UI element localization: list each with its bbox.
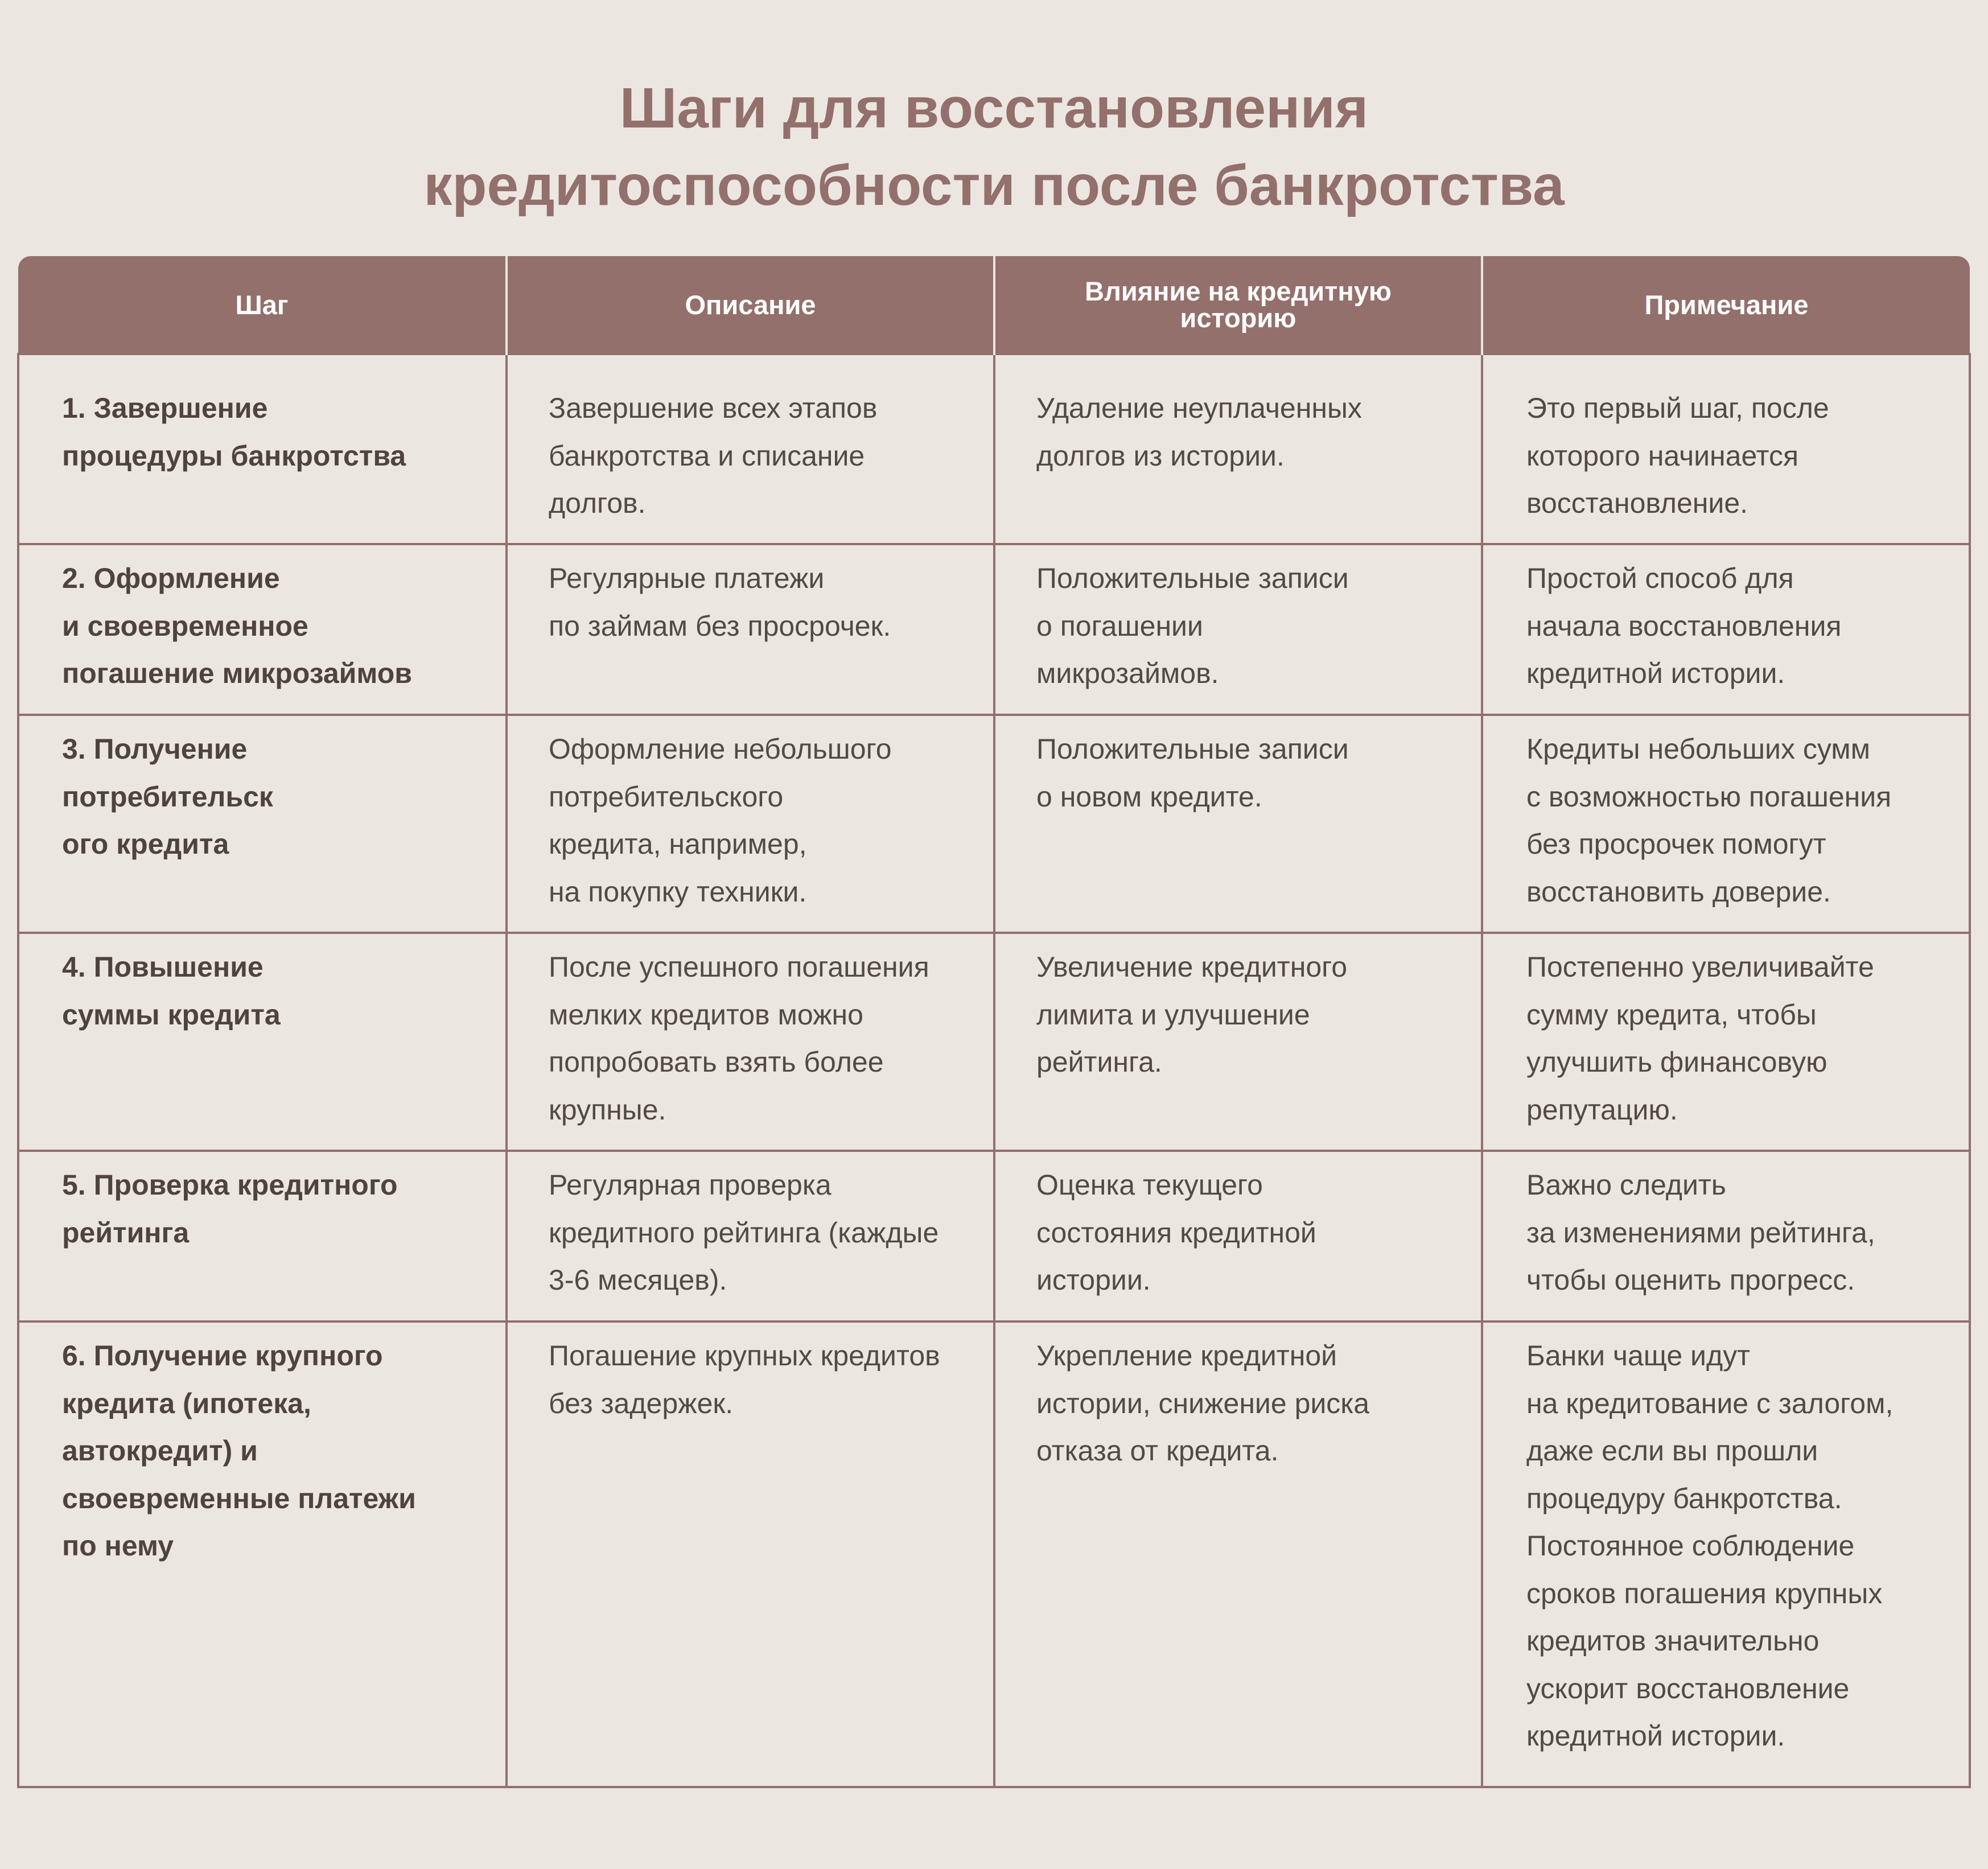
cell-step-line: процедуры банкротства [62, 439, 406, 472]
table-header [18, 256, 1970, 354]
cell-description-line: мелких кредитов можно [549, 998, 863, 1031]
cell-step-line: 1. Завершение [62, 392, 268, 424]
cell-description-line: без задержек. [549, 1387, 734, 1419]
table-body [18, 354, 1970, 1787]
cell-note-line: Кредиты небольших сумм [1526, 733, 1871, 765]
cell-description-line: Регулярная проверка [549, 1169, 832, 1201]
cell-impact [994, 1322, 1482, 1787]
cell-step [18, 354, 507, 544]
cell-step [18, 1322, 507, 1787]
cell-step [18, 933, 507, 1151]
cell-note-line: сроков погашения крупных [1526, 1577, 1883, 1609]
steps-table [17, 256, 1971, 1788]
cell-impact-line: Положительные записи [1036, 562, 1349, 594]
cell-step-line: 4. Повышение [62, 951, 264, 983]
cell-note-line: Банки чаще идут [1526, 1340, 1751, 1372]
cell-note-line: улучшить финансовую [1526, 1046, 1828, 1078]
cell-note-line: Важно следить [1526, 1169, 1726, 1201]
cell-note-line: кредитов значительно [1526, 1625, 1820, 1657]
cell-impact-line: долгов из истории. [1036, 439, 1285, 472]
header-description: Описание [507, 256, 994, 354]
cell-note-line: без просрочек помогут [1526, 828, 1826, 860]
table-row [18, 933, 1970, 1151]
cell-note [1482, 1151, 1970, 1322]
cell-step-line: 6. Получение крупного [62, 1340, 383, 1372]
cell-note-line: чтобы оценить прогресс. [1526, 1264, 1855, 1296]
cell-description [507, 715, 994, 933]
steps-table-container [17, 256, 1969, 1788]
cell-impact-line: микрозаймов. [1036, 657, 1219, 689]
cell-note-line: восстановить доверие. [1526, 875, 1831, 908]
cell-impact [994, 715, 1482, 933]
cell-step-line: ого кредита [62, 828, 229, 860]
cell-step-line: кредита (ипотека, [62, 1387, 311, 1419]
cell-impact-line: о погашении [1036, 610, 1203, 642]
cell-description-line: на покупку техники. [549, 875, 807, 908]
cell-note-line: Постепенно увеличивайте [1526, 951, 1874, 983]
cell-note [1482, 933, 1970, 1151]
cell-note-line: которого начинается [1526, 439, 1799, 472]
cell-description-line: попробовать взять более [549, 1046, 884, 1078]
cell-note-line: с возможностью погашения [1526, 780, 1892, 813]
cell-step-line: потребительск [62, 780, 273, 813]
cell-step-line: автокредит) и [62, 1435, 258, 1467]
cell-note [1482, 354, 1970, 544]
header-step: Шаг [18, 256, 507, 354]
cell-note-line: Это первый шаг, после [1526, 392, 1829, 424]
cell-impact-line: лимита и улучшение [1036, 998, 1310, 1031]
cell-note [1482, 1322, 1970, 1787]
cell-note-line: начала восстановления [1526, 610, 1842, 642]
table-row [18, 1322, 1970, 1787]
cell-description-line: После успешного погашения [549, 951, 929, 983]
cell-note-line: за изменениями рейтинга, [1526, 1216, 1875, 1249]
cell-impact [994, 933, 1482, 1151]
cell-step-line: и своевременное [62, 610, 308, 642]
page-title [0, 69, 1988, 224]
cell-impact-line: Укрепление кредитной [1036, 1340, 1337, 1372]
header-note: Примечание [1482, 256, 1970, 354]
cell-impact-line: Положительные записи [1036, 733, 1349, 765]
cell-note-line: кредитной истории. [1526, 1720, 1785, 1752]
cell-impact-line: о новом кредите. [1036, 780, 1262, 813]
cell-step-line: 3. Получение [62, 733, 248, 765]
table-row [18, 354, 1970, 544]
cell-step [18, 715, 507, 933]
cell-description-line: банкротства и списание [549, 439, 865, 472]
cell-step [18, 1151, 507, 1322]
cell-description [507, 1322, 994, 1787]
cell-note-line: сумму кредита, чтобы [1526, 998, 1817, 1031]
cell-note-line: репутацию. [1526, 1093, 1678, 1126]
cell-impact [994, 544, 1482, 715]
table-row [18, 715, 1970, 933]
cell-description [507, 354, 994, 544]
cell-note-line: ускорит восстановление [1526, 1672, 1850, 1705]
page-title-line-2: кредитоспособности после банкротства [423, 154, 1565, 217]
cell-note-line: даже если вы прошли [1526, 1435, 1818, 1467]
cell-impact-line: истории. [1036, 1264, 1151, 1296]
cell-description [507, 544, 994, 715]
header-impact [994, 256, 1482, 354]
cell-step-line: рейтинга [62, 1216, 190, 1249]
cell-description-line: 3-6 месяцев). [549, 1264, 727, 1296]
cell-description [507, 1151, 994, 1322]
table-row [18, 1151, 1970, 1322]
cell-step-line: погашение микрозаймов [62, 657, 413, 689]
cell-impact-line: Увеличение кредитного [1036, 951, 1348, 983]
cell-step-line: 5. Проверка кредитного [62, 1169, 398, 1201]
cell-impact [994, 1151, 1482, 1322]
cell-description-line: долгов. [549, 487, 646, 519]
cell-step-line: по нему [62, 1530, 174, 1562]
cell-impact [994, 354, 1482, 544]
table-header-row [18, 256, 1970, 354]
cell-impact-line: состояния кредитной [1036, 1216, 1316, 1249]
cell-description-line: потребительского [549, 780, 784, 813]
cell-description-line: Погашение крупных кредитов [549, 1340, 940, 1372]
cell-impact-line: отказа от кредита. [1036, 1435, 1279, 1467]
cell-impact-line: Удаление неуплаченных [1036, 392, 1362, 424]
cell-description-line: кредитного рейтинга (каждые [549, 1216, 939, 1249]
cell-description-line: крупные. [549, 1093, 666, 1126]
cell-step-line: своевременные платежи [62, 1482, 416, 1514]
table-row [18, 544, 1970, 715]
cell-description [507, 933, 994, 1151]
cell-impact-line: рейтинга. [1036, 1046, 1162, 1078]
cell-note [1482, 715, 1970, 933]
cell-note-line: восстановление. [1526, 487, 1748, 519]
cell-description-line: Оформление небольшого [549, 733, 892, 765]
cell-note-line: кредитной истории. [1526, 657, 1785, 689]
header-impact-line-2: историю [1180, 303, 1296, 333]
cell-impact-line: Оценка текущего [1036, 1169, 1263, 1201]
cell-description-line: Завершение всех этапов [549, 392, 878, 424]
page-title-line-1: Шаги для восстановления [619, 76, 1369, 140]
cell-step [18, 544, 507, 715]
cell-note-line: процедуру банкротства. [1526, 1482, 1842, 1514]
cell-note-line: на кредитование с залогом, [1526, 1387, 1894, 1419]
cell-impact-line: истории, снижение риска [1036, 1387, 1370, 1419]
cell-note-line: Простой способ для [1526, 562, 1794, 594]
cell-step-line: 2. Оформление [62, 562, 280, 594]
cell-description-line: кредита, например, [549, 828, 807, 860]
cell-description-line: по займам без просрочек. [549, 610, 891, 642]
header-impact-line-1: Влияние на кредитную [1085, 276, 1392, 306]
cell-step-line: суммы кредита [62, 998, 281, 1031]
cell-description-line: Регулярные платежи [549, 562, 825, 594]
cell-note [1482, 544, 1970, 715]
cell-note-line: Постоянное соблюдение [1526, 1530, 1855, 1562]
